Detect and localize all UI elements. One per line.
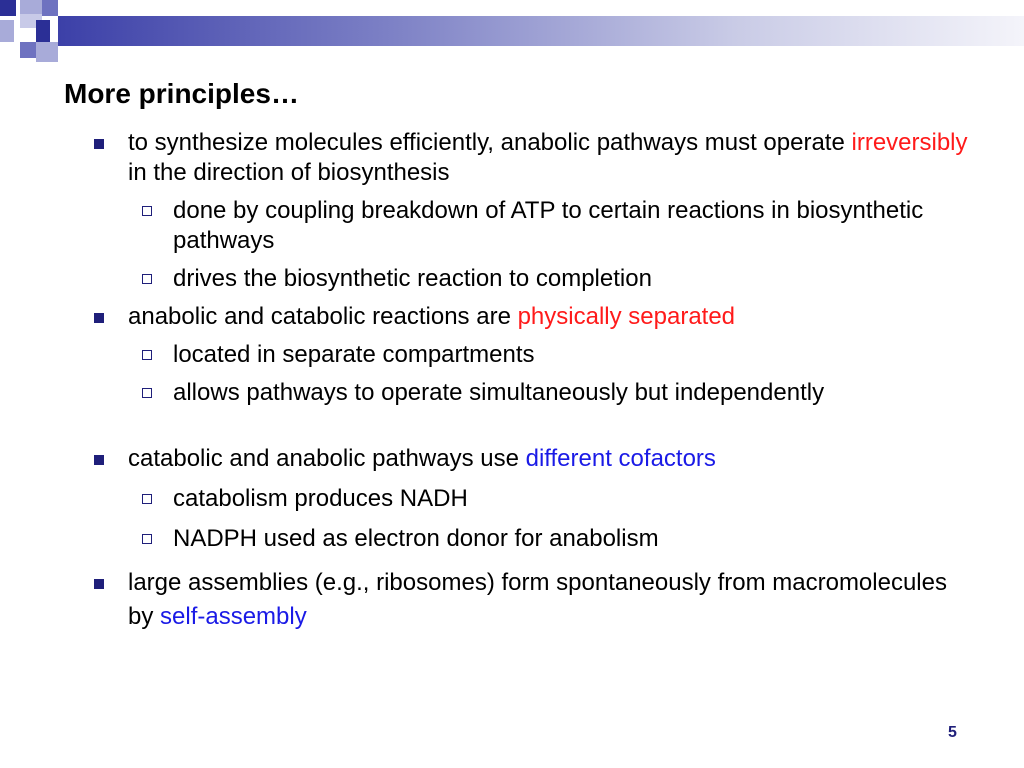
- hollow-square-bullet-icon: [142, 494, 152, 504]
- emphasis-text: irreversibly: [851, 129, 968, 156]
- sub-bullet-text: catabolism produces NADH: [173, 485, 468, 512]
- emphasis-text: physically separated: [517, 303, 736, 330]
- logo-square-7: [36, 20, 50, 42]
- square-bullet-icon: [94, 313, 104, 323]
- sub-bullet-item: [90, 340, 970, 370]
- page-number: 5: [948, 724, 957, 741]
- square-bullet-icon: [94, 579, 104, 589]
- sub-bullet-text: drives the biosynthetic reaction to completion: [173, 265, 652, 292]
- bullet-item: [90, 128, 970, 188]
- hollow-square-bullet-icon: [142, 206, 152, 216]
- bullet-text: large assemblies (e.g., ribosomes) form spontaneously from macromolecules by: [128, 569, 947, 630]
- slide-title: More principles…: [64, 78, 299, 109]
- hollow-square-bullet-icon: [142, 350, 152, 360]
- logo-square-9: [20, 42, 36, 58]
- logo-square-3: [42, 0, 58, 16]
- logo-square-1: [0, 0, 16, 16]
- bullet-item: [90, 302, 970, 332]
- bullet-item: [90, 444, 970, 474]
- sub-bullet-text: located in separate compartments: [173, 341, 535, 368]
- hollow-square-bullet-icon: [142, 274, 152, 284]
- square-bullet-icon: [94, 139, 104, 149]
- logo-square-2: [20, 0, 42, 14]
- header-band: [58, 16, 1024, 46]
- square-bullet-icon: [94, 455, 104, 465]
- sub-bullet-item: [90, 196, 970, 256]
- sub-bullet-item: [90, 378, 970, 408]
- sub-bullet-text: NADPH used as electron donor for anabolism: [173, 525, 659, 552]
- emphasis-text: self-assembly: [160, 603, 307, 630]
- sub-bullet-text: done by coupling breakdown of ATP to certain reactions in biosynthetic pathways: [173, 197, 924, 254]
- bullet-text: to synthesize molecules efficiently, anabolic pathways must operate: [128, 129, 852, 156]
- sub-bullet-text: allows pathways to operate simultaneously but independently: [173, 379, 825, 406]
- emphasis-text: different cofactors: [525, 445, 716, 472]
- sub-bullet-item: [90, 264, 970, 294]
- bullet-text: anabolic and catabolic reactions are: [128, 303, 518, 330]
- bullet-text: in the direction of biosynthesis: [128, 159, 450, 186]
- bullet-text: catabolic and anabolic pathways use: [128, 445, 526, 472]
- bullet-item: [90, 566, 970, 634]
- sub-bullet-item: [90, 484, 970, 514]
- logo-square-10: [36, 42, 58, 62]
- hollow-square-bullet-icon: [142, 534, 152, 544]
- slide-content: [90, 128, 970, 634]
- hollow-square-bullet-icon: [142, 388, 152, 398]
- sub-bullet-item: [90, 524, 970, 554]
